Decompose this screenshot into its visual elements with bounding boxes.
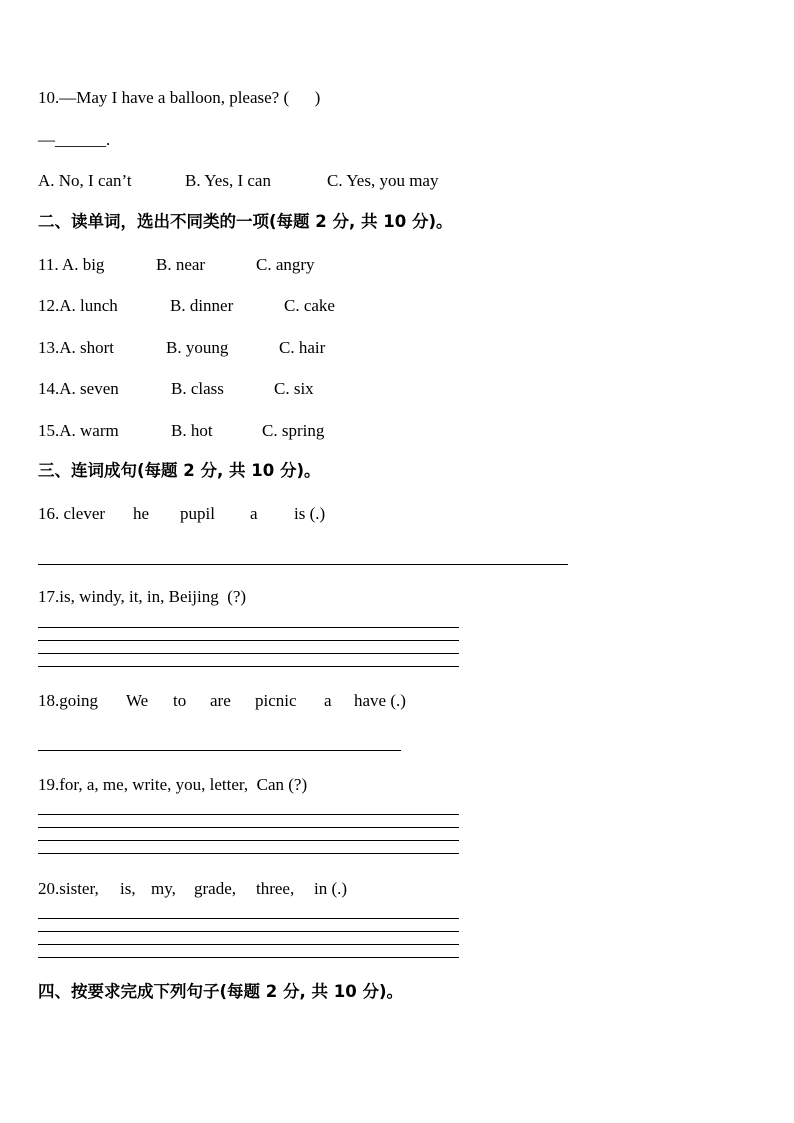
writing-line	[38, 627, 459, 628]
writing-line	[38, 840, 459, 841]
question-13-option-b: B. young	[166, 338, 229, 357]
writing-line	[38, 944, 459, 945]
question-18-word: to	[173, 691, 187, 710]
question-18	[38, 691, 638, 711]
writing-line	[38, 666, 459, 667]
question-13-option-a: 13.A. short	[38, 338, 115, 357]
question-15-option-b: B. hot	[171, 421, 213, 440]
question-20-word: grade,	[194, 879, 237, 898]
question-18-word: have (.)	[354, 691, 406, 710]
question-11-option-b: B. near	[156, 255, 206, 274]
writing-line	[38, 957, 459, 958]
question-15	[38, 421, 638, 441]
question-10: 10.—May I have a balloon, please? ( )	[38, 88, 321, 107]
question-20-word: my,	[151, 879, 176, 898]
question-17: 17.is, windy, it, in, Beijing (?)	[38, 587, 247, 606]
question-18-word: picnic	[255, 691, 297, 710]
question-12-option-c: C. cake	[284, 296, 335, 315]
answer-line	[38, 564, 568, 565]
question-18-word: 18.going	[38, 691, 98, 710]
question-15-option-a: 15.A. warm	[38, 421, 119, 440]
question-13	[38, 338, 638, 358]
question-20-word: is,	[120, 879, 136, 898]
question-16-word: pupil	[180, 504, 215, 523]
question-18-word: a	[324, 691, 332, 710]
question-20	[38, 879, 638, 899]
question-14-option-c: C. six	[274, 379, 314, 398]
question-13-option-c: C. hair	[279, 338, 326, 357]
question-16-word: 16. clever	[38, 504, 106, 523]
question-14-option-a: 14.A. seven	[38, 379, 119, 398]
question-14-option-b: B. class	[171, 379, 224, 398]
section-3-title: 三、连词成句(每题 2 分, 共 10 分)。	[38, 461, 321, 480]
writing-line	[38, 653, 459, 654]
question-12-option-a: 12.A. lunch	[38, 296, 118, 315]
option-a: A. No, I can’t	[38, 171, 132, 190]
question-12	[38, 296, 638, 316]
question-16-word: he	[133, 504, 150, 523]
question-16-word: is (.)	[294, 504, 326, 523]
question-15-option-c: C. spring	[262, 421, 325, 440]
section-2-title: 二、读单词，选出不同类的一项(每题 2 分, 共 10 分)。	[38, 212, 453, 231]
writing-line	[38, 827, 459, 828]
question-14	[38, 379, 638, 399]
writing-line	[38, 814, 459, 815]
section-4-title: 四、按要求完成下列句子(每题 2 分, 共 10 分)。	[38, 982, 404, 1001]
question-19: 19.for, a, me, write, you, letter, Can (?)	[38, 775, 308, 794]
question-18-word: are	[210, 691, 231, 710]
question-12-option-b: B. dinner	[170, 296, 234, 315]
writing-line	[38, 640, 459, 641]
question-11-option-c: C. angry	[256, 255, 315, 274]
question-20-word: three,	[256, 879, 295, 898]
writing-line	[38, 931, 459, 932]
question-11-option-a: 11. A. big	[38, 255, 105, 274]
question-11	[38, 255, 638, 275]
question-10-options	[38, 171, 638, 191]
question-16	[38, 504, 638, 524]
option-c: C. Yes, you may	[327, 171, 439, 190]
writing-line	[38, 853, 459, 854]
writing-line	[38, 918, 459, 919]
option-b: B. Yes, I can	[185, 171, 271, 190]
question-20-word: in (.)	[314, 879, 348, 898]
question-18-word: We	[126, 691, 149, 710]
question-10-answer-line: —______.	[38, 130, 111, 149]
question-16-word: a	[250, 504, 258, 523]
answer-line	[38, 750, 401, 751]
question-20-word: 20.sister,	[38, 879, 99, 898]
